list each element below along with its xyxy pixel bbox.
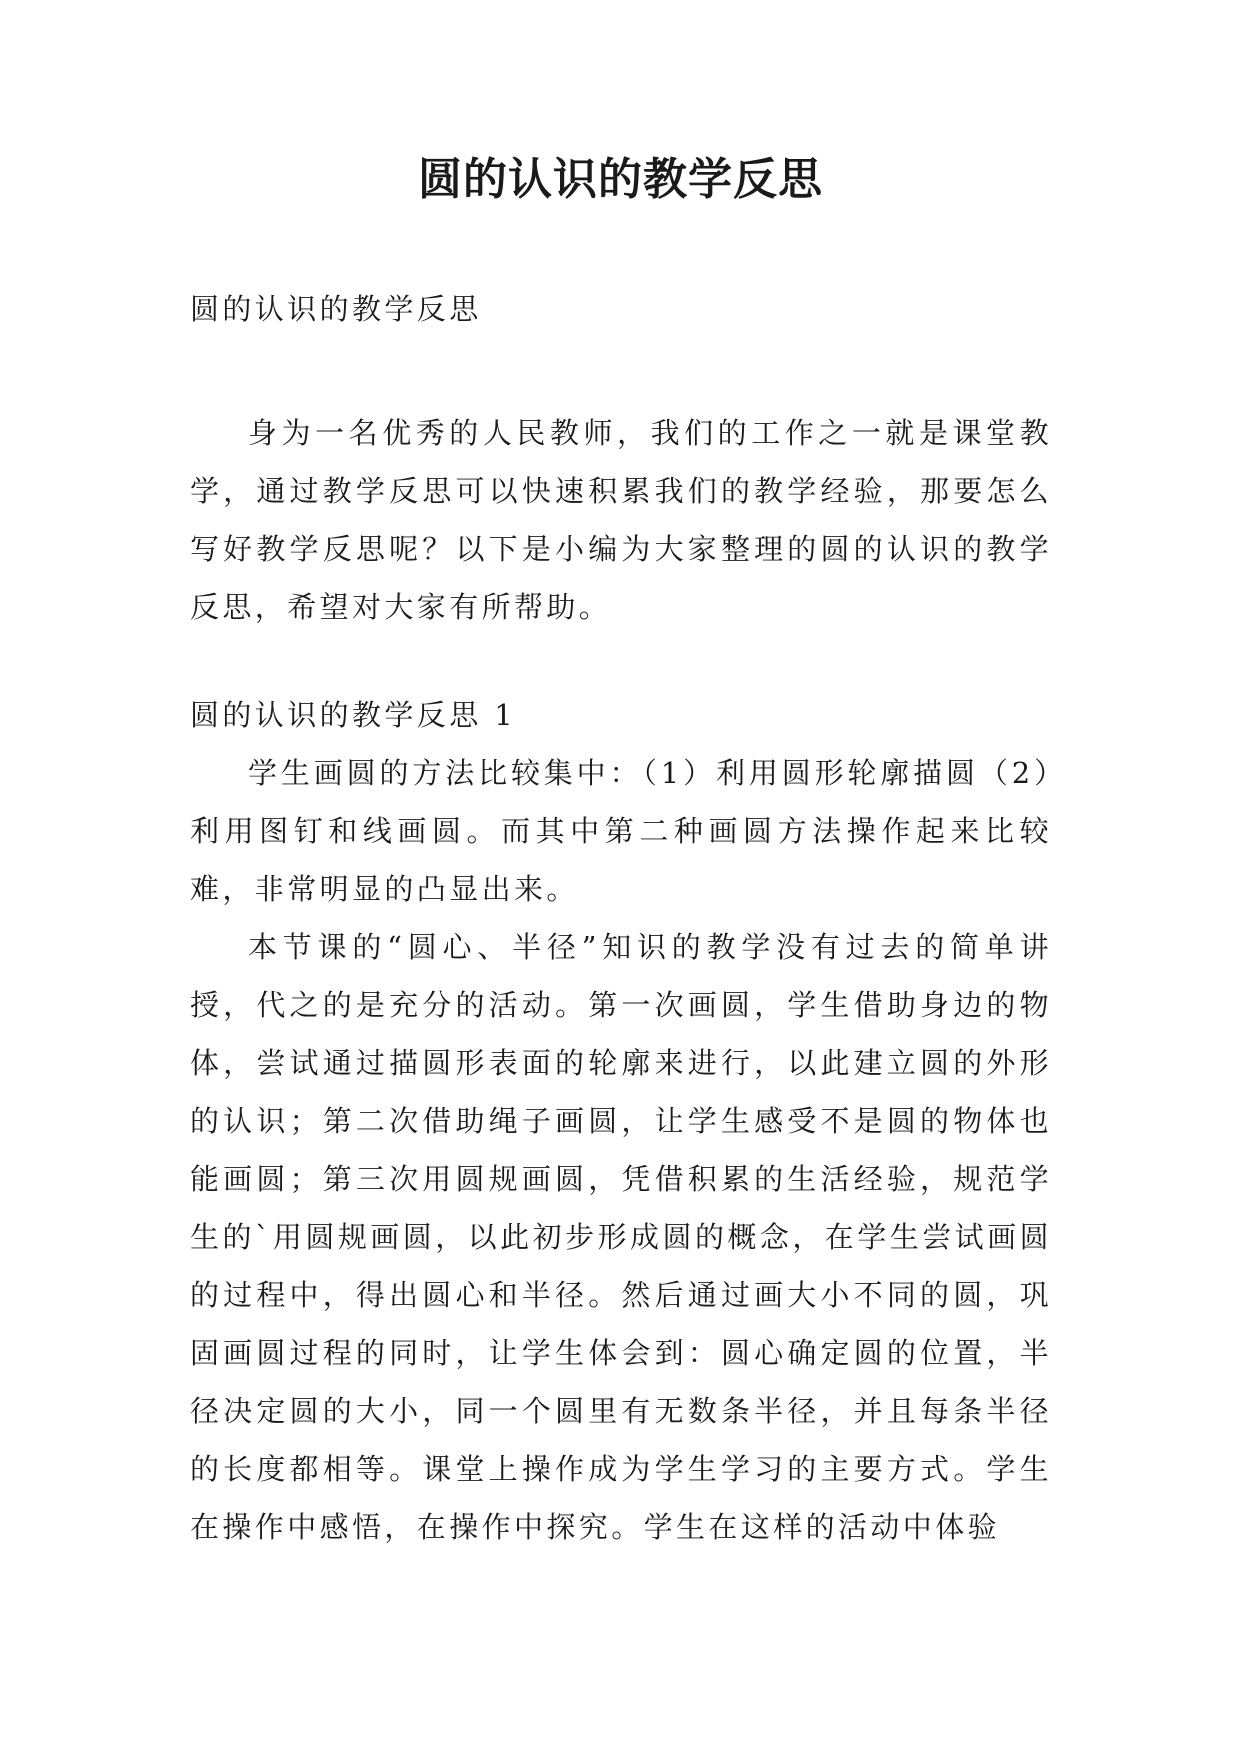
document-body — [190, 280, 1052, 1556]
document-title: 圆的认识的教学反思 — [418, 154, 823, 205]
document-subtitle: 圆的认识的教学反思 — [190, 292, 482, 326]
intro-paragraph: 身为一名优秀的人民教师，我们的工作之一就是课堂教学，通过教学反思可以快速积累我们的教学经验，那要怎么写好教学反思呢？以下是小编为大家整理的圆的认识的教学反思，希望对大家有所帮助。 — [190, 416, 1052, 624]
spacer — [190, 636, 1052, 686]
section-heading: 圆的认识的教学反思 1 — [190, 698, 517, 732]
spacer — [190, 338, 1052, 404]
body-paragraph: 本节课的“圆心、半径”知识的教学没有过去的简单讲授，代之的是充分的活动。第一次画圆，学生借助身边的物体，尝试通过描圆形表面的轮廓来进行，以此建立圆的外形的认识；第二次借助绳子画圆，让学生感受不是圆的物体也能画圆；第三次用圆规画圆，凭借积累的生活经验，规范学生的`用圆规画圆，以此初步形成圆的概念，在学生尝试画圆的过程中，得出圆心和半径。然后通过画大小不同的圆，巩固画圆过程的同时，让学生体会到：圆心确定圆的位置，半径决定圆的大小，同一个圆里有无数条半径，并且每条半径的长度都相等。课堂上操作成为学生学习的主要方式。学生在操作中感悟，在操作中探究。学生在这样的活动中体验 — [190, 930, 1052, 1544]
body-paragraph: 学生画圆的方法比较集中：（1）利用圆形轮廓描圆（2）利用图钉和线画圆。而其中第二种画圆方法操作起来比较难，非常明显的凸显出来。 — [190, 756, 1052, 906]
